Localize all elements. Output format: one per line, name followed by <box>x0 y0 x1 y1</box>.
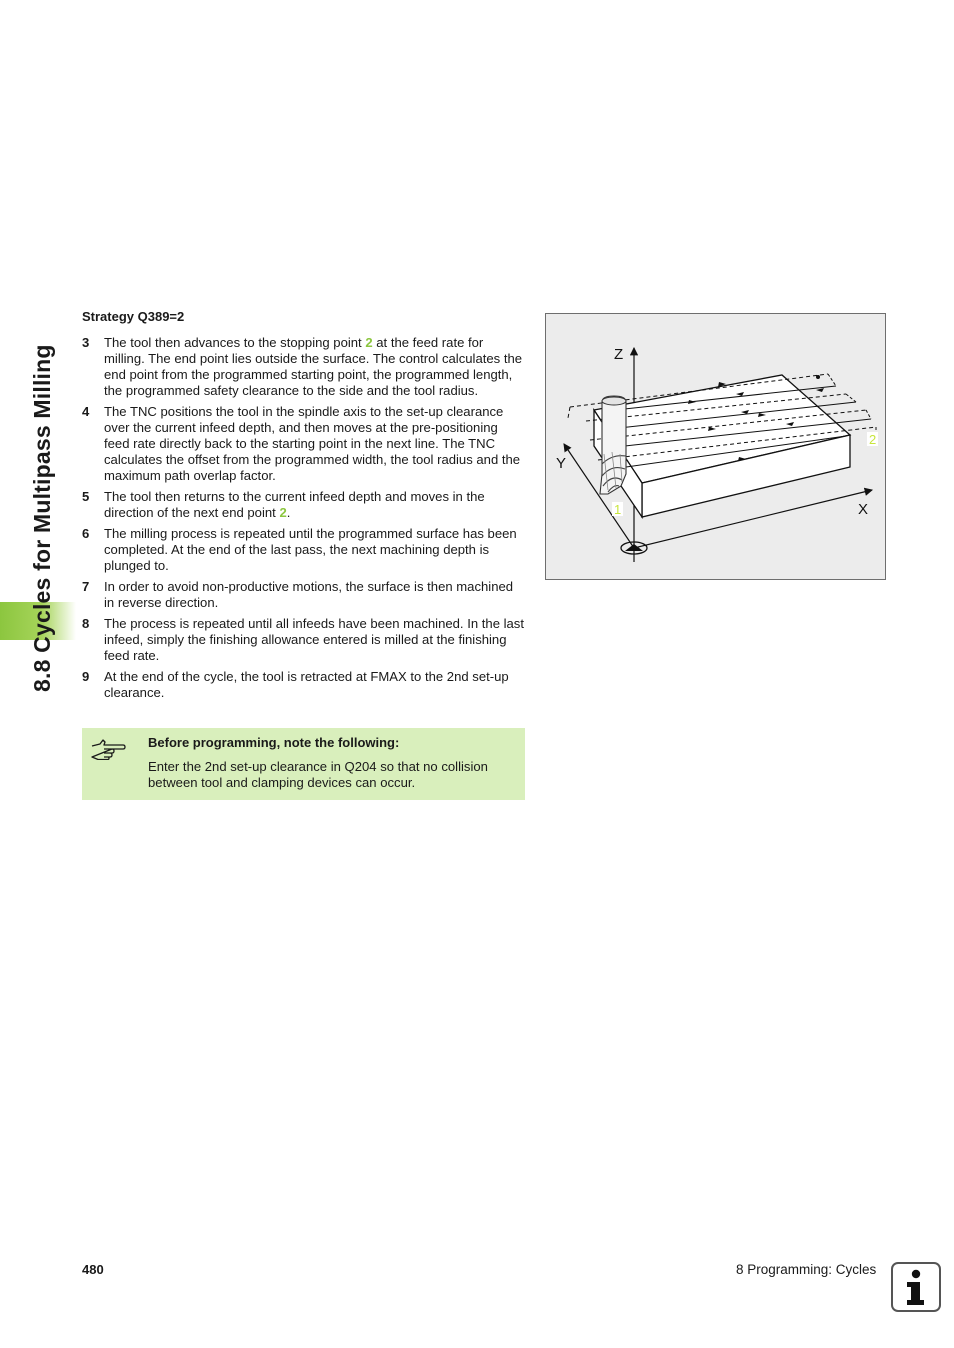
axis-x-label: X <box>858 501 869 518</box>
step-text: The process is repeated until all infeeds have been machined. In the last infeed, simply the finishing allowance entered is milled at the finishing feed rate. <box>104 616 524 663</box>
step-text: In order to avoid non-productive motions, the surface is then machined in reverse direction. <box>104 579 514 610</box>
step-number: 3 <box>82 335 90 350</box>
end-point-label: 2 <box>869 432 877 447</box>
step-text: The TNC positions the tool in the spindle axis to the set-up clearance over the current infeed depth, and then moves at the pre-positioning feed rate directly back to the starting point in the next line. The TNC calculates the offset from the programmed width, the tool radius and the maximum path overlap factor. <box>104 404 521 483</box>
step-number: 4 <box>82 404 90 419</box>
step-item <box>82 669 526 701</box>
page-number: 480 <box>82 1262 104 1277</box>
pointing-hand-icon <box>90 738 126 760</box>
axis-y-label: Y <box>556 455 567 472</box>
axis-z-label: Z <box>614 346 624 363</box>
step-text: At the end of the cycle, the tool is retracted at FMAX to the 2nd set-up clearance. <box>104 669 509 700</box>
step-list <box>82 335 526 706</box>
step-text: The milling process is repeated until the programmed surface has been completed. At the end of the last pass, the next machining depth is plunged to. <box>104 526 517 573</box>
step-item <box>82 526 526 574</box>
chapter-title: 8 Programming: Cycles <box>736 1262 877 1277</box>
info-glyph <box>893 1264 939 1310</box>
step-number: 9 <box>82 669 90 684</box>
step-text-part: . <box>286 505 291 520</box>
step-number: 8 <box>82 616 90 631</box>
strategy-heading: Strategy Q389=2 <box>82 309 185 324</box>
step-text <box>104 335 526 399</box>
note-body: Enter the 2nd set-up clearance in Q204 so that no collision between tool and clamping devices can occur. <box>148 759 488 790</box>
step-item <box>82 404 526 484</box>
step-item <box>82 616 526 664</box>
step-item <box>82 335 526 399</box>
step-text-part: The tool then returns to the current infeed depth and moves in the direction of the next end point <box>104 489 485 520</box>
section-title: 8.8 Cycles for Multipass Milling <box>29 344 55 692</box>
start-point-label: 1 <box>614 502 622 517</box>
note-box <box>82 728 525 800</box>
origin-marker <box>625 544 643 551</box>
step-number: 7 <box>82 579 90 594</box>
note-title: Before programming, note the following: <box>148 735 400 750</box>
step-text-part: at the feed rate for milling. The end point lies outside the surface. The control calculates the end point from the programmed starting point, the programmed length, the programmed safety clearance to the side and the tool radius. <box>104 335 523 398</box>
step-item <box>82 489 526 521</box>
point-reference: 2 <box>365 335 373 350</box>
step-item <box>82 579 526 611</box>
milling-diagram <box>545 313 886 580</box>
info-icon <box>891 1262 941 1312</box>
step-number: 6 <box>82 526 90 541</box>
step-text <box>104 489 526 521</box>
diagram-svg <box>546 314 887 581</box>
step-number: 5 <box>82 489 90 504</box>
end-mill-tool <box>600 396 626 494</box>
point-reference: 2 <box>279 505 287 520</box>
step-text-part: The tool then advances to the stopping point <box>104 335 366 350</box>
